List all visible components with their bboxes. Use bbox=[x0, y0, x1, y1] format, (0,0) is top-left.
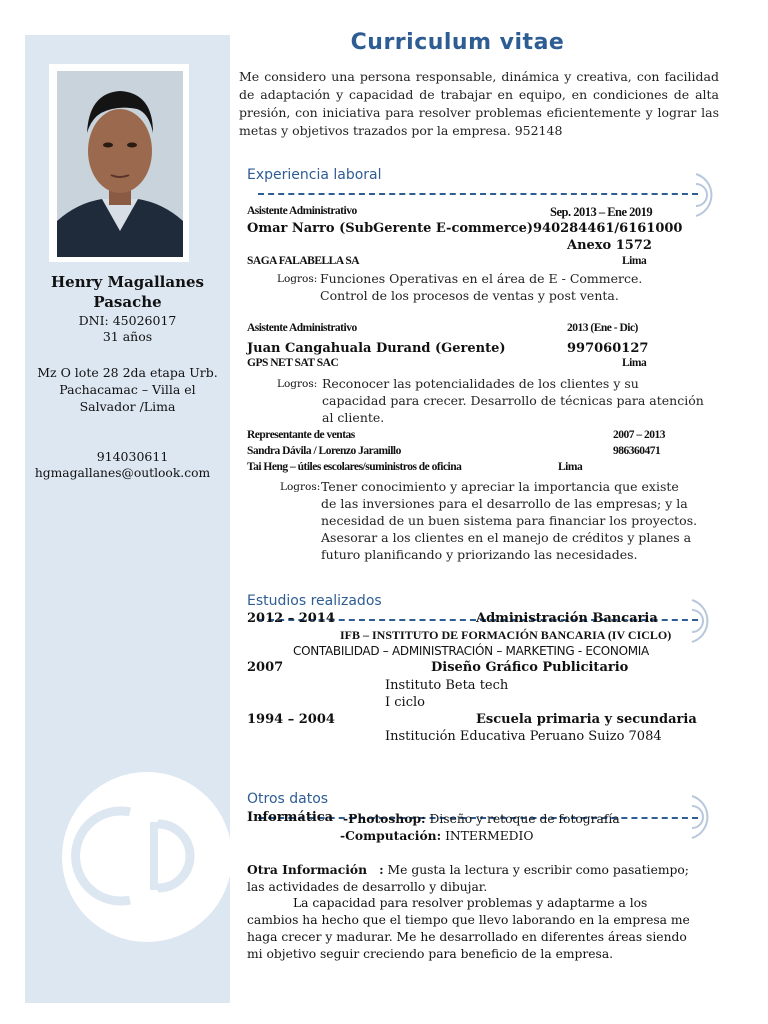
decorative-circle bbox=[62, 772, 232, 942]
section-bracket-icon bbox=[690, 794, 720, 840]
paragraph-line: haga crecer y madurar. Me he desarrollado en diferentes áreas siendo bbox=[247, 930, 687, 944]
age-text: 31 años bbox=[102, 329, 153, 344]
job-company: SAGA FALABELLA SA bbox=[247, 255, 360, 267]
paragraph-line: La capacidad para resolver problemas y adaptarme a los bbox=[293, 896, 648, 910]
computacion-value: INTERMEDIO bbox=[445, 829, 534, 843]
logros-label: Logros: bbox=[277, 378, 318, 390]
address-line: Salvador /Lima bbox=[79, 399, 176, 414]
phone-text: 914030611 bbox=[96, 449, 169, 464]
otra-info-block bbox=[247, 861, 717, 896]
education-title: Estudios realizados bbox=[247, 593, 382, 609]
summary-text: Me considero una persona responsable, dinámica y creativa, con facilidad de adaptación y capacidad de trabajar en equipo, en condiciones de alta presión, con iniciativa para resolver problemas eficientemente y lograr las metas y objetivos trazados por la empresa. 952148 bbox=[239, 69, 719, 138]
job-role: Asistente Administrativo bbox=[247, 322, 357, 334]
otra-info-text: las actividades de desarrollo y dibujar. bbox=[247, 880, 488, 894]
page-title: Curriculum vitae bbox=[350, 30, 565, 55]
other-title: Otros datos bbox=[247, 791, 329, 807]
contact-block bbox=[30, 449, 235, 481]
address-block bbox=[30, 364, 225, 415]
logro-line: Reconocer las potencialidades de los clientes y su bbox=[322, 376, 639, 391]
logro-line: capacidad para crecer. Desarrollo de técnicas para atención bbox=[322, 393, 704, 408]
edu-detail: I ciclo bbox=[385, 695, 425, 710]
address-line: Pachacamac – Villa el bbox=[59, 382, 196, 397]
section-bracket-icon bbox=[694, 172, 724, 218]
edu-institution: Instituto Beta tech bbox=[385, 678, 509, 693]
job-logros bbox=[321, 478, 697, 563]
profile-photo bbox=[57, 71, 183, 257]
job-dates: 2007 – 2013 bbox=[613, 429, 665, 441]
photoshop-value: Diseño y retoque de fotografía bbox=[429, 812, 620, 826]
logro-line: al cliente. bbox=[322, 410, 385, 425]
job-city: Lima bbox=[622, 255, 647, 267]
job-city: Lima bbox=[622, 357, 647, 369]
profile-name bbox=[30, 272, 225, 312]
otra-info-colon: : bbox=[379, 862, 384, 877]
otra-info-label: Otra Información bbox=[247, 862, 368, 877]
edu-degree: Escuela primaria y secundaria bbox=[476, 712, 697, 727]
dni-text: DNI: 45026017 bbox=[78, 313, 177, 328]
logro-line: futuro planificando y priorizando las necesidades. bbox=[321, 547, 638, 562]
job-role: Representante de ventas bbox=[247, 429, 355, 441]
edu-institution: Institución Educativa Peruano Suizo 7084 bbox=[385, 729, 662, 744]
job-contact: Juan Cangahuala Durand (Gerente) bbox=[247, 341, 506, 356]
logro-line: de las inversiones para el desarrollo de las empresas; y la bbox=[321, 496, 688, 511]
profile-ids bbox=[30, 313, 225, 345]
job-phone: 997060127 bbox=[567, 341, 649, 356]
job-city: Lima bbox=[558, 461, 583, 473]
paragraph-line: mi objetivo seguir creciendo para beneficio de la empresa. bbox=[247, 947, 614, 961]
edu-years: 2012 – 2014 bbox=[247, 611, 335, 626]
job-phone: 986360471 bbox=[613, 445, 661, 457]
otra-info-text: Me gusta la lectura y escribir como pasatiempo; bbox=[387, 863, 689, 877]
logro-line: necesidad de un buen sistema para financiar los proyectos. bbox=[321, 513, 698, 528]
job-role: Asistente Administrativo bbox=[247, 205, 357, 217]
profile-name-line2: Pasache bbox=[93, 293, 162, 311]
job-company: Tai Heng – útiles escolares/suministros de oficina bbox=[247, 461, 462, 473]
computacion-label: -Computación: bbox=[340, 828, 442, 843]
job-dates: Sep. 2013 – Ene 2019 bbox=[550, 205, 653, 219]
logro-line: Asesorar a los clientes en el manejo de créditos y planes a bbox=[321, 530, 692, 545]
paragraph-line: cambios ha hecho que el tiempo que llevo laborando en la empresa me bbox=[247, 913, 690, 927]
closing-paragraph bbox=[247, 895, 727, 963]
job-contact: Sandra Dávila / Lorenzo Jaramillo bbox=[247, 445, 401, 457]
computacion-row bbox=[340, 827, 533, 845]
edu-degree: Diseño Gráfico Publicitario bbox=[431, 660, 629, 675]
job-contact: Omar Narro (SubGerente E-commerce) bbox=[247, 221, 534, 236]
informatica-label: Informática bbox=[247, 810, 334, 825]
edu-years: 2007 bbox=[247, 660, 284, 675]
address-line: Mz O lote 28 2da etapa Urb. bbox=[37, 365, 218, 380]
edu-degree: Administración Bancaria bbox=[476, 611, 658, 626]
section-divider bbox=[258, 193, 698, 195]
job-phone-ext: Anexo 1572 bbox=[567, 238, 652, 253]
logros-label: Logros: bbox=[277, 273, 318, 285]
job-logros bbox=[320, 270, 642, 304]
photoshop-row bbox=[343, 810, 620, 828]
job-dates: 2013 (Ene - Dic) bbox=[567, 322, 638, 334]
edu-years: 1994 – 2004 bbox=[247, 712, 335, 727]
job-logros bbox=[322, 375, 704, 426]
section-bracket-icon bbox=[690, 598, 720, 644]
logros-label: Logros: bbox=[280, 481, 321, 493]
profile-name-line1: Henry Magallanes bbox=[50, 273, 204, 291]
experience-title: Experiencia laboral bbox=[247, 167, 382, 183]
logro-line: Tener conocimiento y apreciar la importancia que existe bbox=[321, 479, 679, 494]
email-text: hgmagallanes@outlook.com bbox=[34, 466, 211, 480]
logro-line: Funciones Operativas en el área de E - Commerce. bbox=[320, 271, 643, 286]
photoshop-label: -Photoshop: bbox=[343, 811, 426, 826]
job-company: GPS NET SAT SAC bbox=[247, 357, 339, 369]
logro-line: Control de los procesos de ventas y post venta. bbox=[320, 288, 619, 303]
job-phone: 940284461/6161000 bbox=[533, 221, 683, 236]
edu-detail: CONTABILIDAD – ADMINISTRACIÓN – MARKETING - ECONOMIA bbox=[293, 644, 649, 658]
edu-institution: IFB – INSTITUTO DE FORMACIÓN BANCARIA (IV CICLO) bbox=[340, 628, 672, 642]
